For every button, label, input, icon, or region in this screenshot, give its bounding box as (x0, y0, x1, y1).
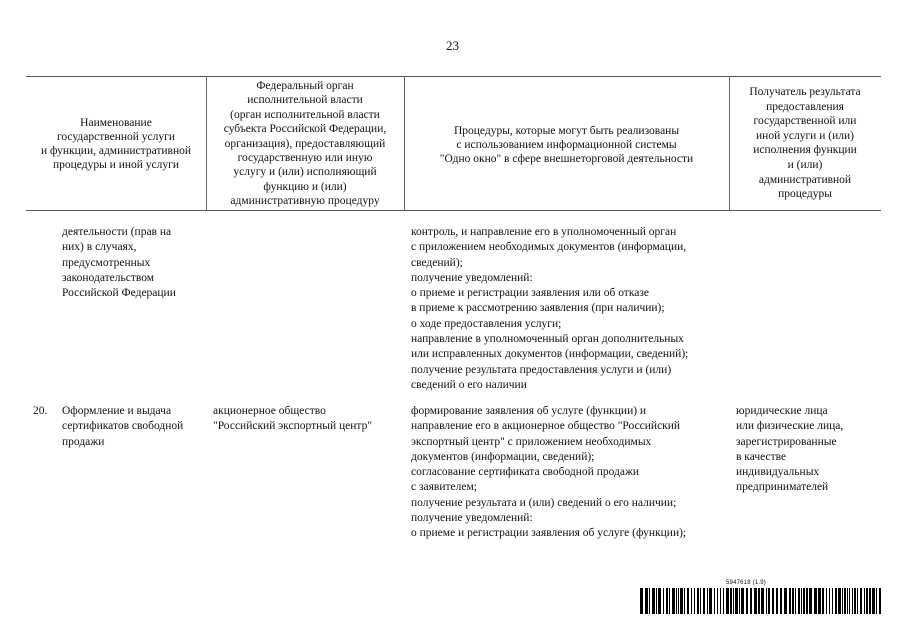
barcode-bar (801, 588, 802, 614)
barcode-bar (832, 588, 833, 614)
barcode-bar (857, 588, 858, 614)
barcode-bar (864, 588, 865, 614)
row-recipient: юридические лица или физические лица, зарегистрированные в качестве индивидуальных предпринимателей (736, 405, 844, 494)
barcode-bar (733, 588, 734, 614)
barcode-bar (750, 588, 752, 614)
barcode-bar (678, 588, 679, 614)
barcode-bar (658, 588, 661, 614)
barcode-bar (687, 588, 689, 614)
table-top-rule (26, 76, 881, 77)
barcode-bar (844, 588, 846, 614)
barcode-bar (860, 588, 862, 614)
barcode-bar (847, 588, 848, 614)
barcode-bar (717, 588, 718, 614)
barcode-caption: 5947618 (1.9) (726, 580, 766, 586)
header-col-procedures: Процедуры, которые могут быть реализованы с использованием информационной системы "Одно окно" в сфере внешнеторговой деятельности (439, 125, 694, 165)
barcode-bar (789, 588, 791, 614)
barcode-bar (676, 588, 677, 614)
barcode-bar (818, 588, 821, 614)
barcode-bar (838, 588, 841, 614)
row-service-name: Оформление и выдача сертификатов свободной продажи (62, 405, 184, 448)
barcode-bar (766, 588, 767, 614)
barcode-bar (680, 588, 683, 614)
barcode-bar (852, 588, 853, 614)
barcode-bar (649, 588, 650, 614)
barcode-bar (780, 588, 782, 614)
barcode-bar (806, 588, 808, 614)
barcode-bars (640, 588, 881, 614)
barcode-bar (669, 588, 670, 614)
barcode-bar (854, 588, 856, 614)
barcode-bar (768, 588, 770, 614)
barcode-bar (814, 588, 817, 614)
barcode-bar (684, 588, 685, 614)
barcode-bar (826, 588, 827, 614)
barcode-bar (707, 588, 708, 614)
row-number: 20. (33, 405, 48, 417)
barcode-bar (703, 588, 705, 614)
barcode-bar (776, 588, 778, 614)
barcode-bar (869, 588, 871, 614)
header-col-recipient: Получатель результата предоставления государственной или иной услуги и (или) исполнения функции и (или) административной процедуры (749, 86, 861, 201)
barcode-bar (714, 588, 715, 614)
barcode-bar (772, 588, 774, 614)
barcode-bar (866, 588, 868, 614)
barcode-bar (798, 588, 800, 614)
barcode-bar (709, 588, 712, 614)
barcode-bar (735, 588, 738, 614)
barcode-bar (694, 588, 695, 614)
barcode-bar (761, 588, 764, 614)
barcode-bar (700, 588, 701, 614)
barcode-bar (842, 588, 843, 614)
barcode-bar (758, 588, 760, 614)
row-continued-name: деятельности (прав на них) в случаях, предусмотренных законодательством Российской Федерации (62, 226, 176, 300)
barcode-bar (726, 588, 729, 614)
barcode-bar (835, 588, 837, 614)
barcode-bar (656, 588, 657, 614)
barcode-bar (663, 588, 664, 614)
barcode-bar (739, 588, 740, 614)
barcode-bar (666, 588, 668, 614)
row-continued-procedures: контроль, и направление его в уполномоченный орган с приложением необходимых документов (информации, сведений); получение уведомлений: о приеме и регистрации заявления или об отказе в приеме к рассмотрению заявления (при наличии); о ходе предоставления услуги; направление в уполномоченный орган дополнительных или исправленных документов (информации, сведений); получение результата предоставления услуги и (или) сведений о его наличии (411, 226, 689, 391)
barcode-bar (784, 588, 787, 614)
page-number: 23 (446, 38, 459, 53)
barcode-bar (741, 588, 744, 614)
header-col-authority: Федеральный орган исполнительной власти (орган исполнительной власти субъекта Российской Федерации, организация), предоставляющий государственную или иную услугу и (или) исполняющий функцию и (или) административную процедуру (223, 80, 387, 208)
barcode-bar (730, 588, 732, 614)
table-header-bottom-rule (26, 210, 881, 211)
row-procedures: формирование заявления об услуге (функции) и направление его в акционерное общество "Российский экспортный центр" с приложением необходимых документов (информации, сведений); согласование сертификата свободной продажи с заявителем; получение результата и (или) сведений о его наличии; получение уведомлений: о приеме и регистрации заявления об услуге (функции); (411, 405, 687, 540)
barcode-bar (829, 588, 830, 614)
barcode-bar (879, 588, 881, 614)
barcode-bar (720, 588, 721, 614)
barcode-bar (652, 588, 655, 614)
header-col-name: Наименование государственной услуги и функции, административной процедуры и иной услуги (40, 117, 192, 171)
row-authority: акционерное общество "Российский экспортный центр" (213, 405, 373, 433)
barcode-bar (723, 588, 724, 614)
barcode-bar (672, 588, 675, 614)
barcode-bar (746, 588, 748, 614)
barcode-bar (809, 588, 812, 614)
barcode-icon (640, 588, 881, 614)
barcode-bar (645, 588, 648, 614)
barcode-bar (872, 588, 875, 614)
barcode-bar (640, 588, 643, 614)
barcode-bar (697, 588, 699, 614)
barcode-bar (822, 588, 824, 614)
barcode-bar (849, 588, 850, 614)
barcode-bar (754, 588, 757, 614)
barcode-bar (792, 588, 794, 614)
barcode-bar (803, 588, 805, 614)
barcode-bar (795, 588, 796, 614)
barcode-bar (691, 588, 692, 614)
barcode-bar (876, 588, 877, 614)
